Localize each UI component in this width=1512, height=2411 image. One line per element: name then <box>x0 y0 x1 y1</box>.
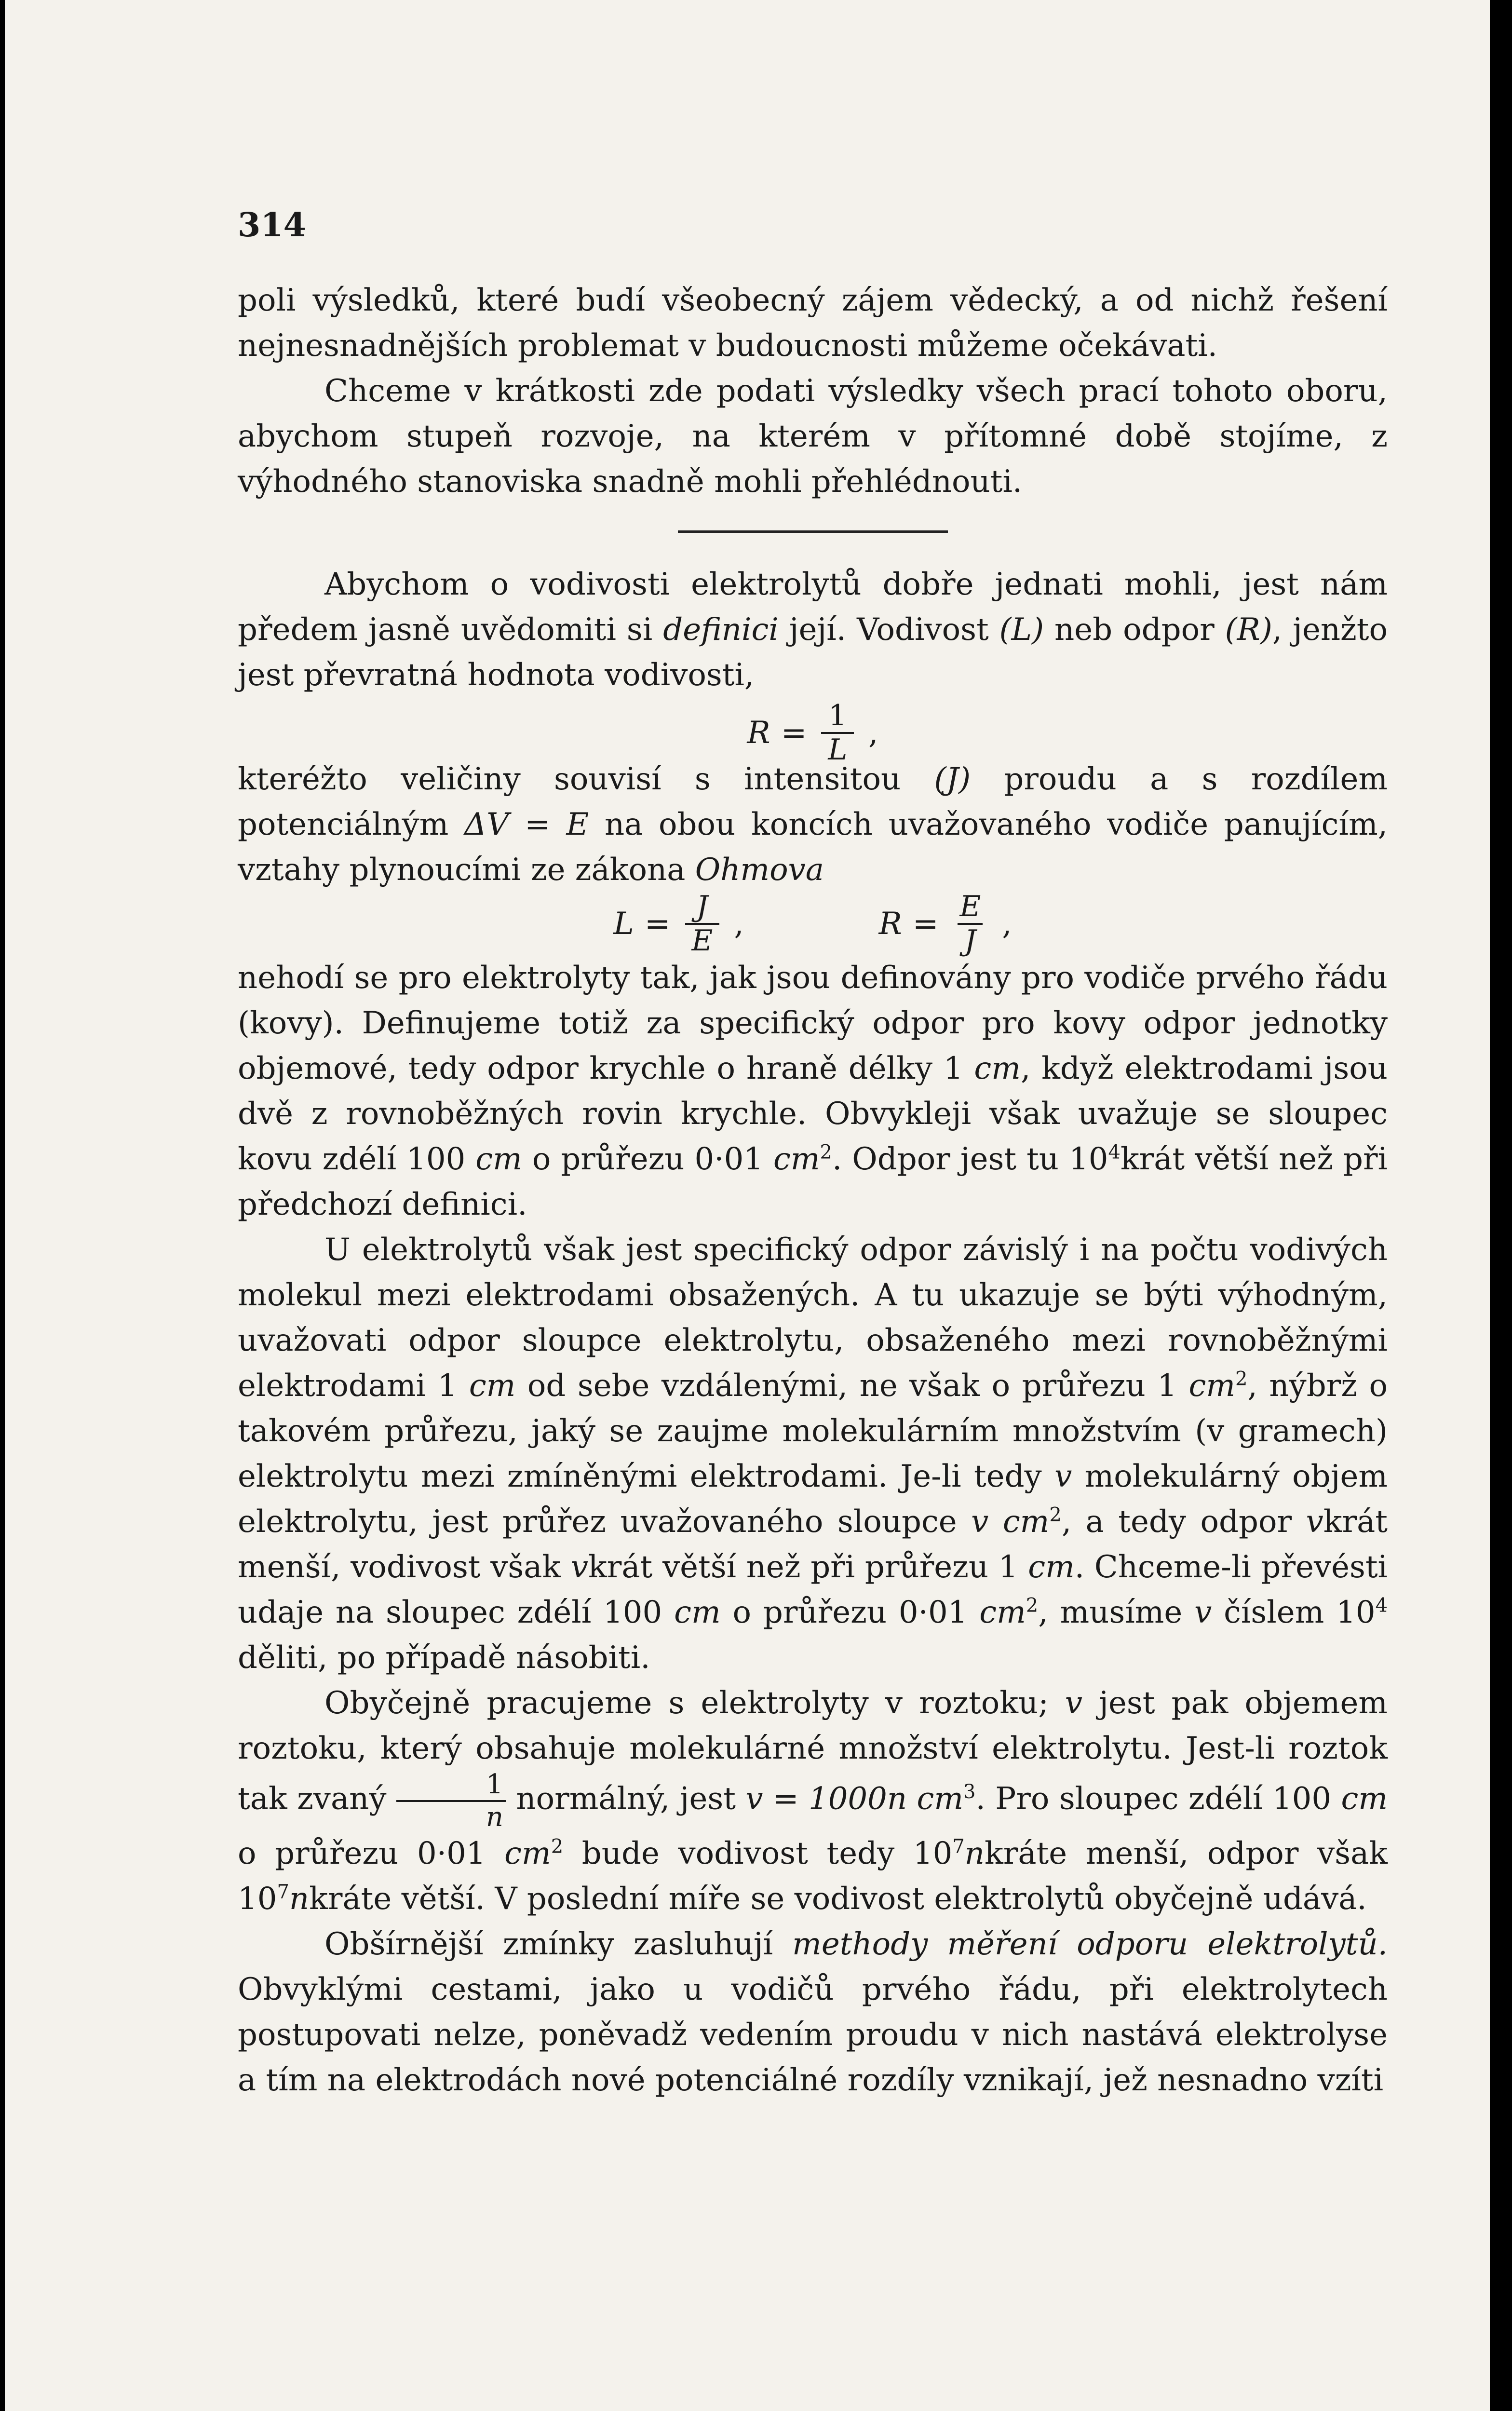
formula-ohm <box>238 890 1388 958</box>
inline-fraction: $\frac{1}{n}$ <box>396 1771 506 1831</box>
paragraph-1: poli výsledků, které budí všeobecný zájem vědecký, a od nichž řešení nejnesnadnějších problemat v budoucnosti můžeme očekávati. <box>238 283 1388 364</box>
section-divider <box>678 530 948 533</box>
paragraph-7: Obyčejně pracujeme s elektrolyty v roztoku; v jest pak objemem roztoku, který obsahuje molekulárné množství elektrolytu. Jest-li roztok tak zvaný $\frac{1}{n}$ normálný, jest v = 1000n $cm^3$. Pro sloupec zdélí 100 cm o průřezu 0·01 $cm^2$ bude vodivost tedy $10^7nkráte$ menší, odpor však $10^7nkráte$ větší. V poslední míře se vodivost elektrolytů obyčejně udává. <box>238 1685 1388 1917</box>
formula-resistance-ohm: R = $\frac{E}{J}$ , <box>878 890 1012 958</box>
paragraph-3: Abychom o vodivosti elektrolytů dobře jednati mohli, jest nám předem jasně uvědomiti si definici její. Vodivost (L) neb odpor (R), jenžto jest převratná hodnota vodivosti, <box>238 567 1388 693</box>
paragraph-8: Obšírnější zmínky zasluhují methody měření odporu elektrolytů. Obvyklými cestami, jako u vodičů prvého řádu, při elektrolytech postupovati nelze, poněvadž vedením proudu v nich nastává elektrolyse a tím na elektrodách nové potenciálné rozdíly vznikají, jež nesnadno vzíti <box>238 1926 1388 2098</box>
formula-conductance: L = $\frac{J}{E}$ , <box>613 890 744 958</box>
page-content <box>238 203 1388 2103</box>
fraction: $\frac{1}{L}$ <box>821 701 854 765</box>
page-number: 314 <box>238 206 306 244</box>
paragraph-5: nehodí se pro elektrolyty tak, jak jsou definovány pro vodiče prvého řádu (kovy). Definujeme totiž za specifický odpor pro kovy odpor jednotky objemové, tedy odpor krychle o hraně délky 1 cm, když elektrodami jsou dvě z rovnoběžných rovin krychle. Obvykleji však uvažuje se sloupec kovu zdélí 100 cm o průřezu 0·01 $cm^2$. Odpor jest tu $10^4krát$ větší než při předchozí definici. <box>238 960 1388 1222</box>
formula-resistance: R = $\frac{1}{L}$ , <box>747 699 878 767</box>
paragraph-6: U elektrolytů však jest specifický odpor závislý i na počtu vodivých molekul mezi elektrodami obsažených. A tu ukazuje se býti výhodným, uvažovati odpor sloupce elektrolytu, obsaženého mezi rovnoběžnými elektrodami 1 cm od sebe vzdálenými, ne však o průřezu 1 $cm^2$, nýbrž o takovém průřezu, jaký se zaujme molekulárním množstvím (v gramech) elektrolytu mezi zmíněnými elektrodami. Je-li tedy v molekulárný objem elektrolytu, jest průřez uvažovaného sloupce v $cm^2$, a tedy odpor vkrát menší, vodivost však vkrát větší než při průřezu 1 cm. Chceme-li převésti udaje na sloupec zdélí 100 cm o průřezu 0·01 $cm^2$, musíme v číslem $10^4$ děliti, po případě násobiti. <box>238 1232 1388 1676</box>
paragraph-4: kteréžto veličiny souvisí s intensitou (J) proudu a s rozdílem potenciálným ΔV = E na obou koncích uvažovaného vodiče panujícím, vztahy plynoucími ze zákona Ohmova <box>238 761 1388 888</box>
paragraph-2: Chceme v krátkosti zde podati výsledky všech prací tohoto oboru, abychom stupeň rozvoje, na kterém v přítomné době stojíme, z výhodného stanoviska snadně mohli přehlédnouti. <box>238 373 1388 500</box>
book-page <box>5 0 1490 2411</box>
